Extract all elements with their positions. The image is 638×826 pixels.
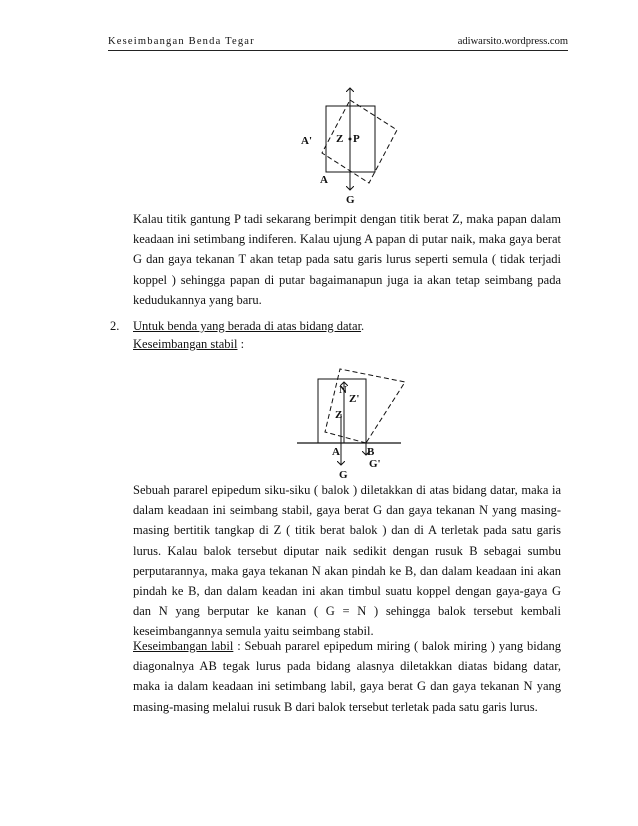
section-2-heading bbox=[110, 317, 364, 335]
label-b: B bbox=[367, 446, 375, 458]
label-z: Z bbox=[335, 409, 343, 421]
subtitle-end: : bbox=[237, 337, 245, 351]
labile-text: : Sebuah pararel epipedum miring ( balok miring ) yang bidang diagonalnya AB tegak lurus pada bidang alasnya diletakkan diatas bidang datar, maka ia dalam keadaan ini setimbang labil, gaya berat G dan gaya tekanan N yang masing-masing melalui rusuk B dari balok tersebut terletak pada satu garis lurus. bbox=[133, 639, 561, 714]
label-z: Z bbox=[336, 133, 344, 145]
header-site: adiwarsito.wordpress.com bbox=[457, 36, 568, 47]
figure-stable-equilibrium bbox=[295, 368, 410, 486]
tilted-block-dashed bbox=[325, 369, 405, 443]
label-g: G bbox=[346, 194, 355, 206]
paragraph-labile bbox=[133, 636, 561, 717]
label-a-prime: A' bbox=[301, 135, 312, 147]
figure-indifferent-equilibrium bbox=[290, 82, 410, 207]
label-n: N bbox=[339, 384, 347, 396]
labile-label: Keseimbangan labil bbox=[133, 639, 234, 653]
page-header bbox=[108, 36, 568, 51]
paragraph-indifferent: Kalau titik gantung P tadi sekarang berimpit dengan titik berat Z, maka papan dalam keadaan ini setimbang indiferen. Kalau ujung A papan di putar naik, maka gaya berat G dan gaya tekanan T akan tetap pada satu garis lurus seperti semula ( tidak terjadi koppel ) sehingga papan di putar bagaimanapun juga ia akan tetap seimbang pada kedudukannya yang baru. bbox=[133, 212, 561, 307]
label-p: P bbox=[353, 133, 360, 145]
label-z-prime: Z' bbox=[349, 393, 360, 405]
label-a: A bbox=[320, 174, 328, 186]
label-g: G bbox=[339, 469, 348, 481]
pivot-point bbox=[349, 138, 352, 141]
section-title: Untuk benda yang berada di atas bidang datar bbox=[133, 319, 362, 333]
subsection-stable bbox=[133, 335, 244, 353]
section-number: 2. bbox=[110, 319, 120, 333]
label-g-prime: G' bbox=[369, 458, 381, 470]
paragraph-stable: Sebuah pararel epipedum siku-siku ( balok ) diletakkan di atas bidang datar, maka ia dalam keadaan ini seimbang stabil, gaya berat G dan gaya tekanan N yang masing-masing bertitik tangkap di Z ( titik berat balok ) dan di A terletak pada satu garis lurus. Kalau balok tersebut diputar naik sedikit dengan rusuk B sebagai sumbu perputarannya, maka gaya tekanan N akan pindah ke B, dan dalam keadaan ini akan pindah ke B, dan dalam keadan ini akan timbul suatu koppel dengan gaya-gaya G dan N yang berputar ke kanan ( G = N ) sehingga balok tersebut kembali keseimbangannya semula yaitu seimbang stabil. bbox=[133, 483, 561, 639]
subtitle-stable: Keseimbangan stabil bbox=[133, 337, 238, 351]
header-title: Keseimbangan Benda Tegar bbox=[108, 36, 255, 47]
section-title-end: . bbox=[361, 319, 365, 333]
label-a: A bbox=[332, 446, 340, 458]
